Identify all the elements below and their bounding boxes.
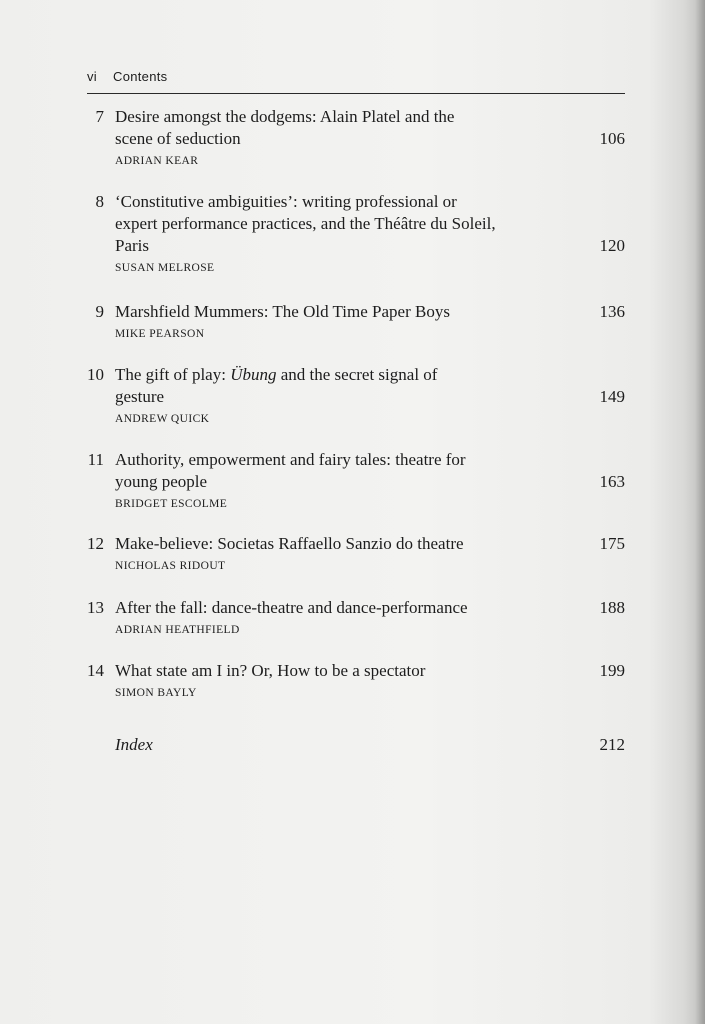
index-title[interactable]: Index xyxy=(115,735,153,754)
index-page-number: 212 xyxy=(599,735,625,754)
chapter-title-line: scene of seduction xyxy=(115,129,241,148)
chapter-number: 10 xyxy=(87,365,104,384)
chapter-author: NICHOLAS RIDOUT xyxy=(115,560,226,572)
chapter-number: 14 xyxy=(87,661,104,680)
chapter-page-number: 106 xyxy=(599,129,625,148)
chapter-number: 12 xyxy=(87,534,104,553)
chapter-number: 8 xyxy=(95,192,104,211)
chapter-number: 11 xyxy=(87,450,104,469)
chapter-page-number: 120 xyxy=(599,236,625,255)
chapter-author: MIKE PEARSON xyxy=(115,328,205,340)
chapter-title-line: expert performance practices, and the Théâtre du Soleil, xyxy=(115,214,496,233)
chapter-title-line: gesture xyxy=(115,387,165,406)
chapter-title-line: Authority, empowerment and fairy tales: theatre for xyxy=(115,450,466,469)
page-edge-shadow xyxy=(695,0,705,1024)
chapter-page-number: 163 xyxy=(599,472,625,491)
chapter-author: ADRIAN HEATHFIELD xyxy=(115,624,240,636)
chapter-number: 13 xyxy=(87,598,104,617)
chapter-author: ADRIAN KEAR xyxy=(115,155,199,167)
chapter-author: ANDREW QUICK xyxy=(115,413,210,425)
chapter-title-line: The gift of play: Übung and the secret signal of xyxy=(115,365,438,384)
chapter-title-line: young people xyxy=(115,472,208,491)
chapter-page-number: 199 xyxy=(599,661,625,680)
chapter-title-line: What state am I in? Or, How to be a spectator xyxy=(115,661,426,680)
chapter-author: SIMON BAYLY xyxy=(115,687,197,699)
chapter-page-number: 149 xyxy=(599,387,625,406)
chapter-number: 7 xyxy=(95,107,104,126)
chapter-author: BRIDGET ESCOLME xyxy=(115,498,228,510)
page-folio: vi xyxy=(87,69,97,84)
chapter-page-number: 175 xyxy=(599,534,625,553)
chapter-page-number: 188 xyxy=(599,598,625,617)
chapter-author: SUSAN MELROSE xyxy=(115,262,215,274)
chapter-title-line: After the fall: dance-theatre and dance-performance xyxy=(115,598,468,617)
chapter-title-line: Marshfield Mummers: The Old Time Paper Boys xyxy=(115,302,450,321)
chapter-number: 9 xyxy=(95,302,104,321)
running-head-title: Contents xyxy=(113,69,168,84)
chapter-title-line: Desire amongst the dodgems: Alain Platel and the xyxy=(115,107,455,126)
chapter-title-line: Make-believe: Societas Raffaello Sanzio do theatre xyxy=(115,534,464,553)
running-head xyxy=(87,67,625,94)
chapter-title-line: ‘Constitutive ambiguities’: writing professional or xyxy=(115,192,457,211)
chapter-title-line: Paris xyxy=(115,236,149,255)
chapter-page-number: 136 xyxy=(599,302,625,321)
